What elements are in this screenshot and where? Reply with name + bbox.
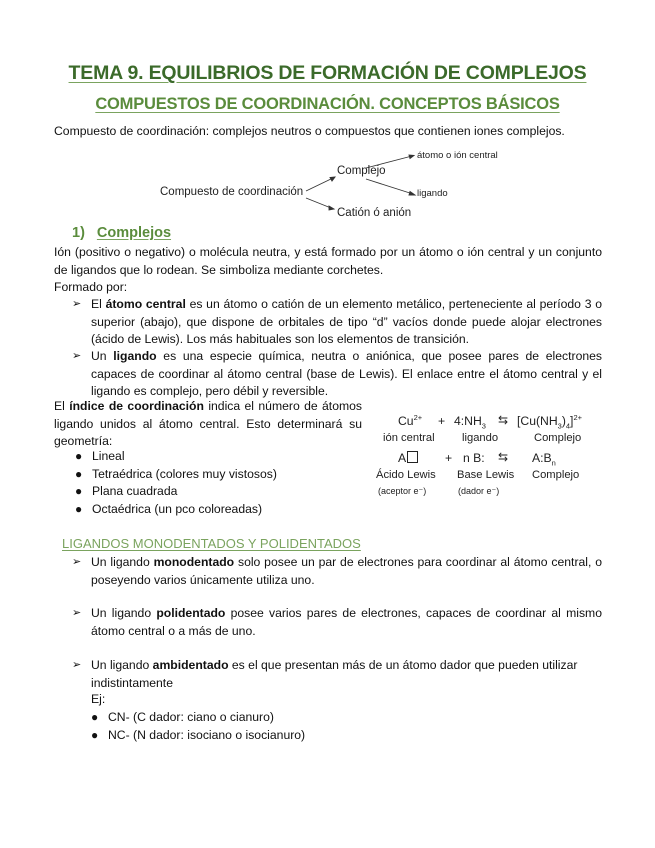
arrow-bullet-icon: ➢: [72, 556, 82, 568]
term-ligando: ligando: [113, 349, 157, 363]
diagram-arrows-icon: [0, 0, 655, 230]
list-item-ambidentado: ➢ Un ligando ambidentado es el que presentan más de un átomo dador que pueden utilizar indistintamente: [72, 658, 578, 690]
eq-plus: +: [438, 414, 446, 428]
section-heading-complejos: [72, 225, 171, 241]
label-ligando: ligando: [462, 432, 499, 444]
empty-orbital-box-icon: [407, 451, 418, 463]
document-page: TEMA 9. EQUILIBRIOS DE FORMACIÓN DE COMPLEJOS COMPUESTOS DE COORDINACIÓN. CONCEPTOS BÁSICOS Compuesto de coordinación: complejos neutros o compuestos que contienen iones complejos. Compuesto de coordinación Complejo Catión ó anión átomo o ión central ligando 1) Complejos Ión (positivo o negativo) o molécula neutra, y está formado por un átomo o ión central y un conjunto de ligandos que lo rodean. Se simboliza mediante corchetes. Formado por: ➢ El átomo central es un átomo o catión de un elemento metálico, perteneciente al período 3 o superior (abajo), que dispone de orbitales de tipo “d” vacíos donde puede alojar electrones (ácido de Lewis). Los más habituales son los elementos de transición. ➢ Un ligando es una especie química, neutra o aniónica, que posee pares de electrones capaces de coordinar al átomo central (base de Lewis). El enlace entre el átomo central y el ligando es complejo, pero débil y reversible. El índice de coordinación indica el número de átomos ligando unidos al átomo central. Esto determinará su geometría: ● Lineal ● Tetraédrica (colores muy vistosos) ● Plana cuadrada ● Octaédrica (un pco coloreadas) $Cu^{2+}$ + $4:NH_3$ ⇆ $[Cu(NH_3)_4]^{2+}$ ión central ligando Complejo A + n B: ⇆ $A:B_n$ Ácido Lewis Base Lewis Complejo (aceptor e⁻) (dador e⁻) LIGANDOS MONODENTADOS Y POLIDENTADOS ➢ Un ligando monodentado solo posee un par de electrones para coordinar al átomo central, o poseyendo varios únicamente utiliza uno. ➢ Un ligando polidentado posee varios pares de electrones, capaces de coordinar al mismo átomo central o a más de uno. ➢ Un ligando ambidentado es el que presentan más de un átomo dador que pueden utilizar indistintamente Ej: ● CN- (C dador: ciano o cianuro) ● NC- (N dador: isociano o isocianuro): [0, 0, 655, 848]
label-complejo-2: Complejo: [532, 469, 580, 481]
complejos-definition: Ión (positivo o negativo) o molécula neutra, y está formado por un átomo o ión central y un conjunto de ligandos que lo rodean. Se simboliza mediante corchetes.: [54, 245, 602, 277]
bullet-icon: ●: [75, 466, 83, 481]
term-polidentado: polidentado: [156, 606, 226, 620]
bullet-icon: ●: [75, 501, 83, 516]
bullet-icon: ●: [75, 484, 83, 498]
bullet-icon: ●: [91, 710, 99, 724]
arrow-bullet-icon: ➢: [72, 298, 82, 310]
list-item-atomo-central: ➢ El átomo central es un átomo o catión de un elemento metálico, perteneciente al período 3 o superior (abajo), que dispone de orbitales de tipo “d” vacíos donde puede alojar electrones (ácido de Lewis). Los más habituales son los elementos de transición.: [72, 297, 602, 346]
equilibrium-arrow-icon: ⇆: [498, 413, 509, 427]
label-ion-central: ión central: [383, 432, 435, 444]
term-indice-coordinacion: índice de coordinación: [69, 399, 204, 413]
arrow-bullet-icon: ➢: [72, 607, 82, 619]
arrow-bullet-icon: ➢: [72, 659, 82, 671]
note-aceptor: (aceptor e⁻): [378, 486, 427, 496]
note-dador: (dador e⁻): [458, 486, 500, 496]
eq-base-nb: n B:: [463, 451, 485, 465]
section-number: 1): [72, 225, 85, 241]
list-item-ligando: ➢ Un ligando es una especie química, neutra o aniónica, que posee pares de electrones capaces de coordinar al átomo central (base de Lewis). El enlace entre el átomo central y el ligando es complejo, pero débil y reversible.: [72, 349, 602, 398]
diagram-atomo-label: átomo o ión central: [417, 150, 498, 161]
label-complejo: Complejo: [534, 432, 582, 444]
eq-complex-product: $[Cu(NH_3)_4]^{2+}$: [517, 412, 582, 431]
diagram-ligando-label: ligando: [417, 188, 448, 199]
term-atomo-central: átomo central: [105, 297, 186, 311]
label-base-lewis: Base Lewis: [457, 469, 515, 481]
eq-complex-ab: $A:B_n$: [532, 451, 556, 468]
eq-acid-a: A: [398, 451, 418, 465]
term-ambidentado: ambidentado: [152, 658, 229, 672]
intro-text: Compuesto de coordinación: complejos neutros o compuestos que contienen iones complejos.: [54, 124, 565, 138]
page-subtitle: COMPUESTOS DE COORDINACIÓN. CONCEPTOS BÁSICOS: [95, 95, 560, 113]
subsection-heading-ligandos: LIGANDOS MONODENTADOS Y POLIDENTADOS: [62, 536, 361, 551]
bullet-icon: ●: [75, 449, 83, 463]
diagram-complejo-label: Complejo: [337, 165, 386, 177]
section-title: Complejos: [96, 225, 172, 241]
diagram-cation-label: Catión ó anión: [337, 207, 412, 219]
page-title: TEMA 9. EQUILIBRIOS DE FORMACIÓN DE COMPLEJOS: [68, 62, 587, 84]
term-monodentado: monodentado: [153, 555, 235, 569]
list-item-monodentado: ➢ Un ligando monodentado solo posee un par de electrones para coordinar al átomo central, o poseyendo varios únicamente utiliza uno.: [72, 555, 602, 587]
indice-coordinacion-text: El índice de coordinación indica el número de átomos ligando unidos al átomo central. Esto determinará su geometría:: [54, 399, 362, 448]
equilibrium-arrow-icon: ⇆: [498, 450, 509, 464]
eq-plus-2: +: [445, 451, 453, 465]
bullet-icon: ●: [91, 727, 99, 742]
diagram-root-label: Compuesto de coordinación: [160, 186, 304, 198]
label-acido-lewis: Ácido Lewis: [376, 469, 436, 481]
eq-cu-ion: $Cu^{2+}$: [398, 412, 423, 428]
eq-nh3: $4:NH_3$: [454, 414, 486, 431]
formado-por-label: Formado por:: [54, 280, 128, 294]
arrow-bullet-icon: ➢: [72, 350, 82, 362]
example-label: Ej:: [91, 692, 106, 706]
list-item-polidentado: ➢ Un ligando polidentado posee varios pares de electrones, capaces de coordinar al mismo átomo central o a más de uno.: [72, 606, 602, 638]
